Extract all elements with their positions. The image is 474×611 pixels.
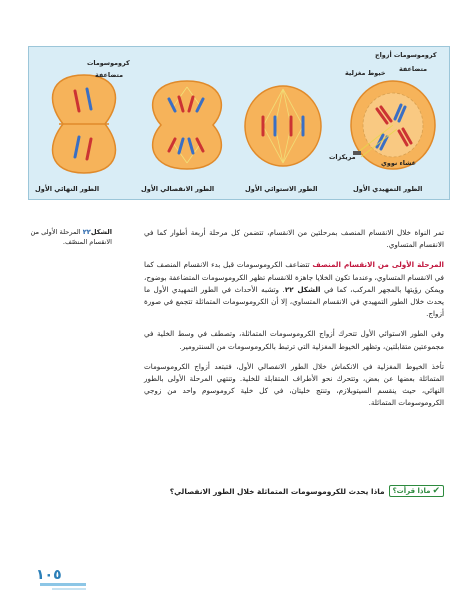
reading-check-badge: ✔ ماذا قرأت؟ <box>389 485 444 497</box>
stage-label-telophase: الطور النهائي الأول <box>35 185 100 193</box>
page-number: ١٠٥ <box>36 567 62 583</box>
callout-duplicated-right: متضاعفة <box>399 65 428 73</box>
telophase-cell <box>41 71 127 177</box>
paragraph-intro: تمر النواة خلال الانقسام المنصف بمرحلتين من الانقسام، تتضمن كل مرحلة أربعة أطوار كما في الانقسام المتساوي. <box>144 228 444 250</box>
figure-caption-text: المرحلة الأولى من الانقسام المنصّف. <box>30 228 112 246</box>
stage-label-anaphase: الطور الانفصالي الأول <box>141 185 215 193</box>
callout-paired-chromosomes: كروموسومات أزواج <box>375 51 437 59</box>
callout-nuclear-envelope: غشاء نووي <box>381 159 416 167</box>
anaphase-cell <box>143 77 231 173</box>
reading-check-question: ماذا يحدث للكروموسومات المتماثلة خلال الطور الانفصالي؟ <box>169 486 385 496</box>
figure-number: الشكل٢٢ <box>82 228 112 236</box>
metaphase-cell <box>241 81 325 171</box>
checkmark-icon: ✔ <box>432 486 440 496</box>
stage-label-prophase: الطور التمهيدي الأول <box>353 185 423 193</box>
paragraph-anaphase: تأخذ الخيوط المغزلية في الانكماش خلال الطور الانفصالي الأول، فتبتعد أزواج الكروموسومات المتماثلة بعضها عن بعض، وتتحرك نحو الأطراف المتقابلة للخلية. وتنتهي المرحلة الأولى بالطور النهائي، حيث ينقسم السيتوبلازم، وتنتج خليتان، في كل خلية كروموسوم واحد من زوجي الكروموسومات المتماثلة. <box>144 361 444 408</box>
publisher-logo <box>26 583 86 603</box>
callout-spindle-fibers: خيوط مغزلية <box>345 69 386 77</box>
paragraph-metaphase: وفي الطور الاستوائي الأول تتحرك أزواج الكروموسومات المتماثلة، وتصطف في وسط الخلية في مجموعتين متقابلتين، وتظهر الخيوط المغزلية التي ترتبط بالكروموسومات من السنترومير. <box>144 329 444 351</box>
figure-reference[interactable]: الشكل ٢٢ <box>284 284 321 294</box>
callout-duplicated-left: متضاعفة <box>95 71 124 79</box>
figure-caption <box>22 227 112 247</box>
paragraph-meiosis-one: المرحلة الأولى من الانقسام المنصف تتضاعف الكروموسومات قبل بدء الانقسام المنصف كما في الانقسام المتساوي، وعندما تكون الخلايا جاهزة للانقسام تظهر الكروموسومات المتضاعفة بوضوح، ويمكن رؤيتها بالمجهر المركب، كما في الشكل ٢٢. وتشبه الأحداث في الطور التمهيدي الأول ما يحدث خلال الطور التمهيدي في الانقسام المتساوي، إلا أن الكروموسومات المتماثلة تتجمع في صورة أزواج. <box>144 260 444 319</box>
callout-chromosomes-left: كروموسومات <box>87 59 130 67</box>
callout-centrioles: مريكزات <box>329 153 356 161</box>
body-text <box>144 227 444 418</box>
section-heading: المرحلة الأولى من الانقسام المنصف <box>312 260 444 270</box>
stage-label-metaphase: الطور الاستوائي الأول <box>245 185 318 193</box>
reading-check <box>144 485 444 497</box>
mitosis-figure <box>28 46 450 200</box>
